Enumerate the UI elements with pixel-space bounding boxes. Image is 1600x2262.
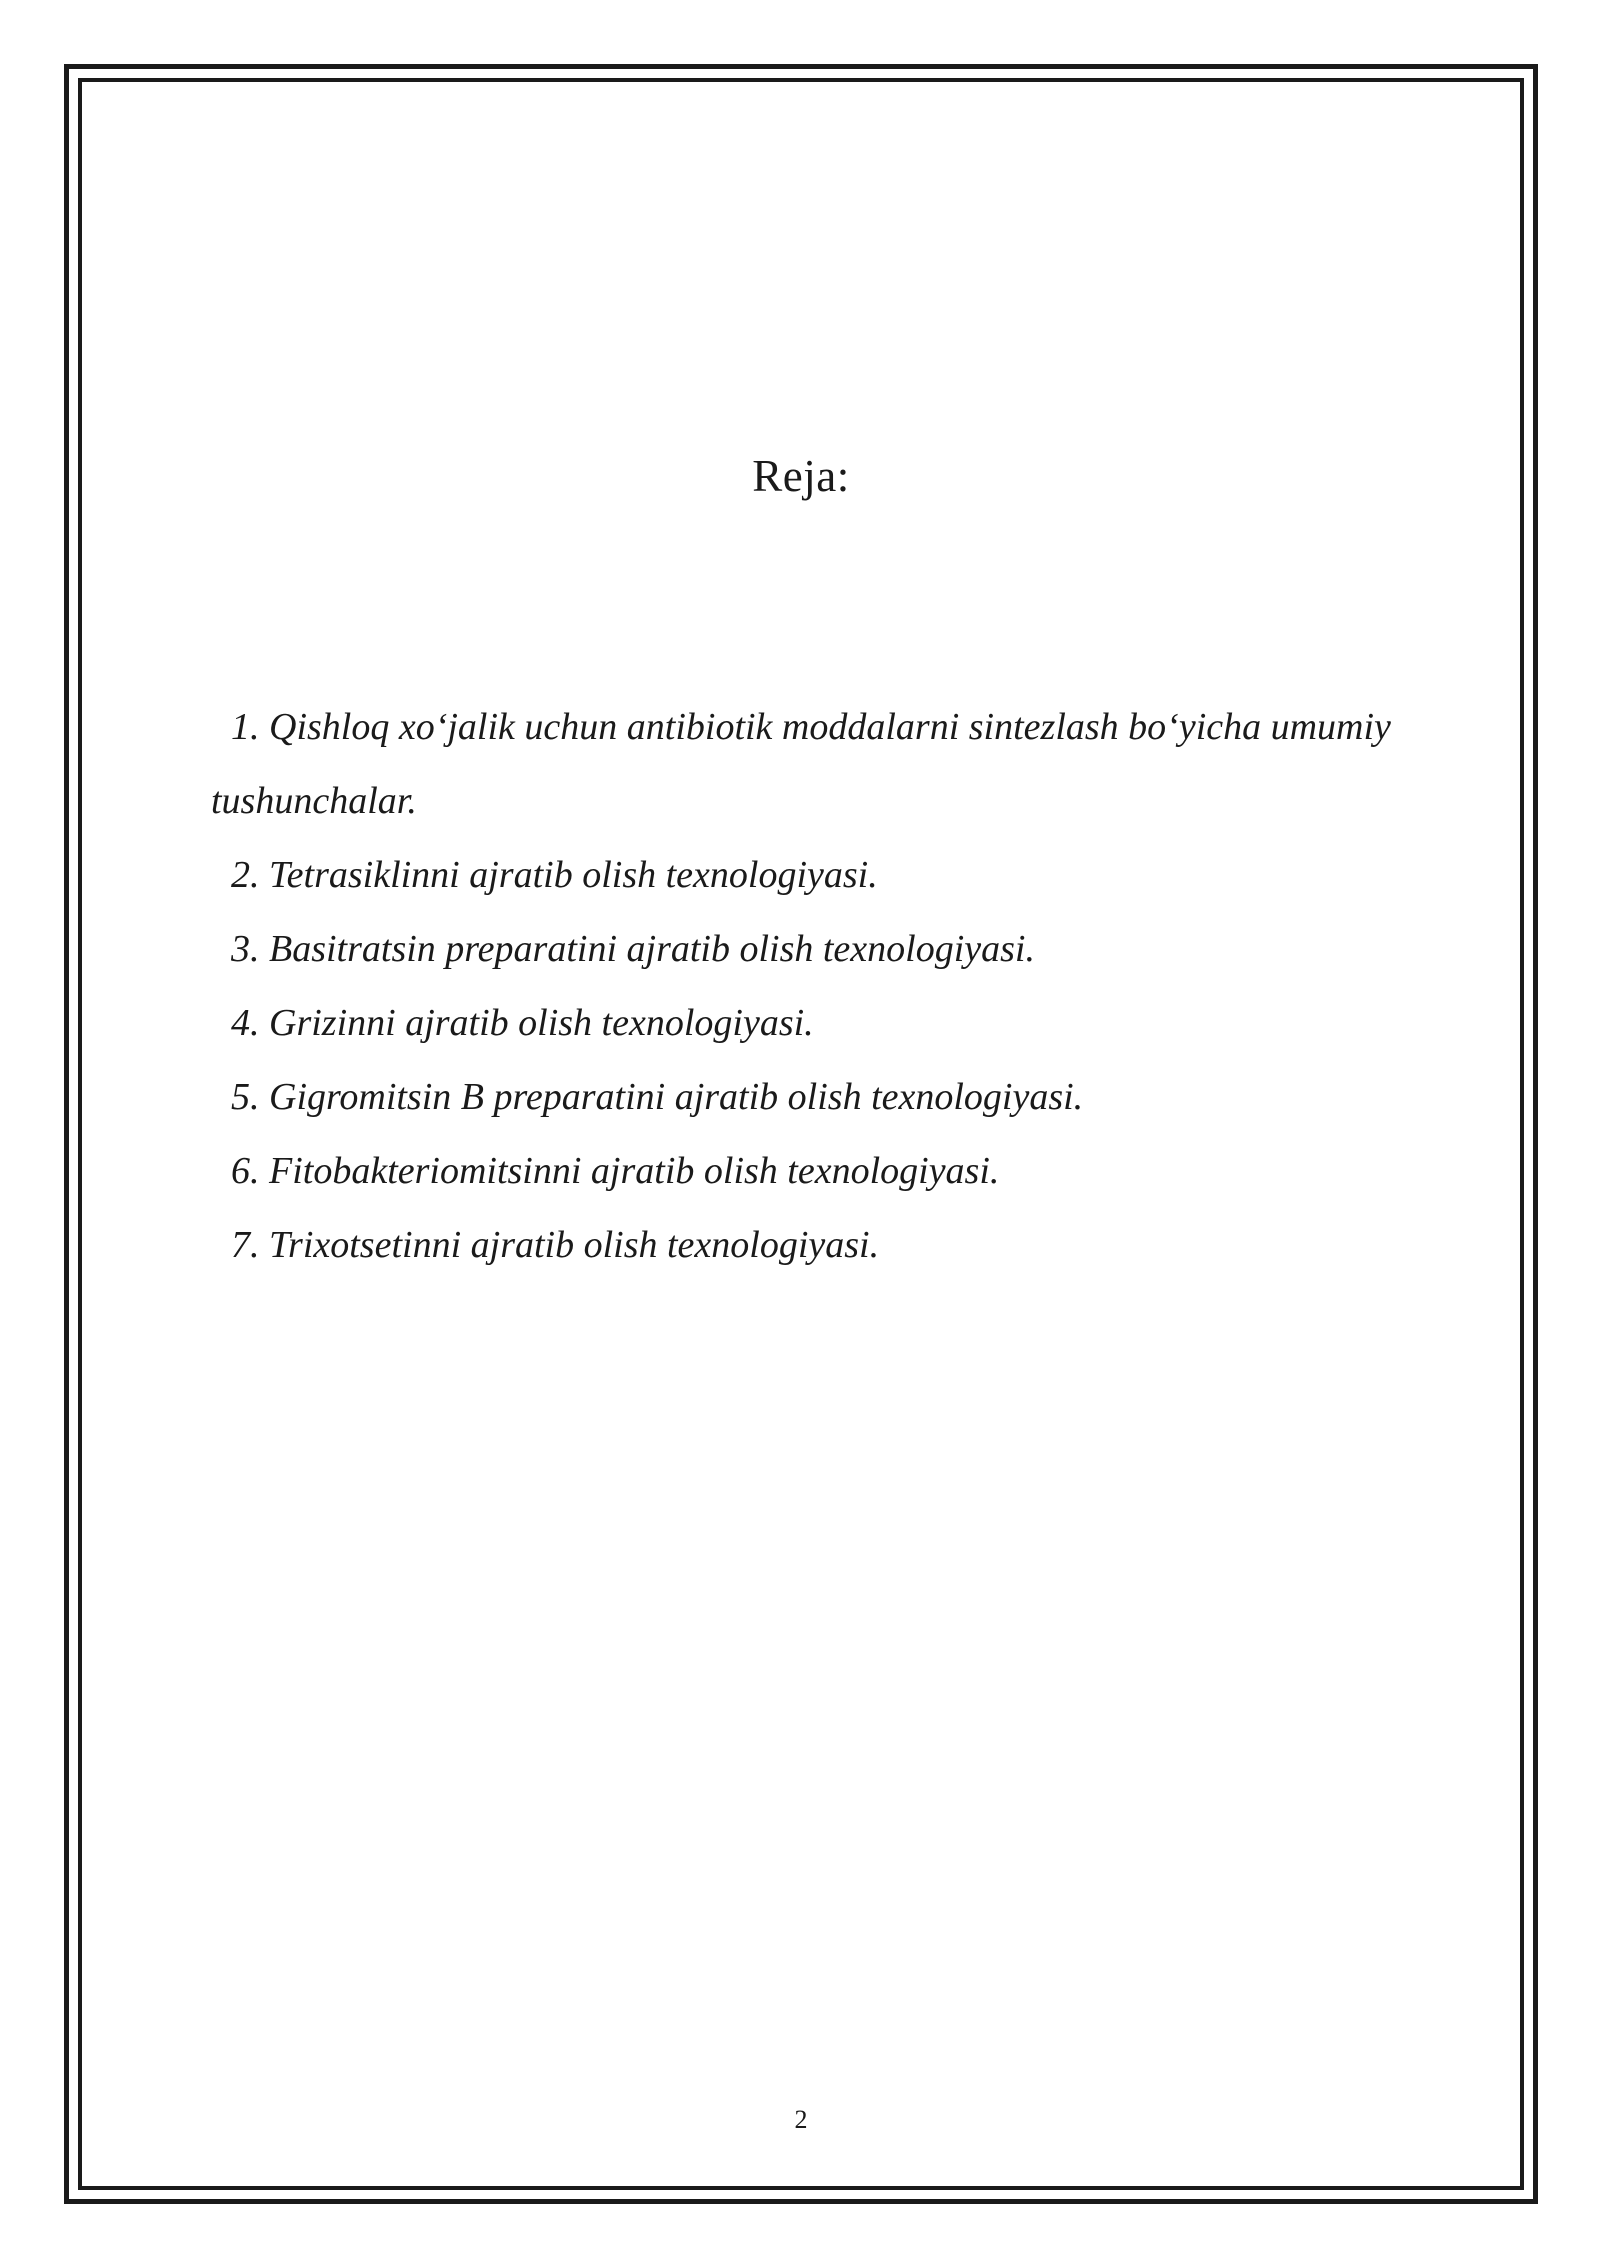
list-item: 2. Tetrasiklinni ajratib olish texnologiyasi.	[231, 854, 878, 896]
plan-list	[211, 690, 1491, 1282]
page-title: Reja:	[752, 451, 850, 501]
list-item: 6. Fitobakteriomitsinni ajratib olish texnologiyasi.	[231, 1150, 1000, 1192]
list-item: 5. Gigromitsin B preparatini ajratib olish texnologiyasi.	[231, 1076, 1084, 1118]
page-number: 2	[794, 2105, 808, 2134]
list-item: 3. Basitratsin preparatini ajratib olish texnologiyasi.	[231, 928, 1035, 970]
list-item: 1. Qishloq xo‘jalik uchun antibiotik moddalarni sintezlash bo‘yicha umumiy tushunchalar.	[211, 706, 1391, 822]
list-item: 4. Grizinni ajratib olish texnologiyasi.	[231, 1002, 814, 1044]
document-page	[78, 78, 1524, 2190]
list-item: 7. Trixotsetinni ajratib olish texnologiyasi.	[231, 1224, 880, 1266]
